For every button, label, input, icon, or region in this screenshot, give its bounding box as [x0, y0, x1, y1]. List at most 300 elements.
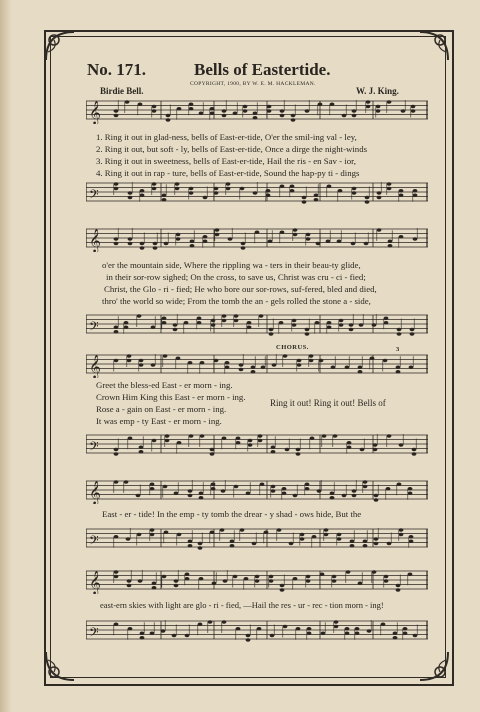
note-head [293, 233, 298, 236]
bass-staff [86, 432, 428, 458]
note-head [211, 483, 216, 486]
note-head [363, 540, 368, 543]
note-head [363, 480, 368, 483]
note-head [173, 328, 178, 331]
verse-lyric-line: thro' the world so wide; From the tomb the an - gels rolled the stone a - side, [102, 296, 371, 306]
note-head [151, 326, 156, 329]
note-head [139, 450, 144, 453]
note-head [355, 627, 360, 630]
note-head [291, 118, 296, 121]
note-head [114, 480, 119, 483]
note-head [387, 100, 392, 103]
note-head [285, 448, 290, 451]
note-head [246, 634, 251, 637]
note-head [152, 187, 157, 190]
note-head [124, 326, 129, 329]
note-head [255, 575, 260, 578]
note-head [164, 242, 169, 245]
note-head [314, 194, 319, 197]
note-head [124, 480, 129, 483]
note-head [266, 189, 271, 192]
note-head [345, 632, 350, 635]
note-head [234, 485, 239, 488]
note-head [258, 434, 263, 437]
note-head [352, 191, 357, 194]
note-head [365, 196, 370, 199]
note-head [352, 489, 357, 492]
note-head [222, 109, 227, 112]
note-head [373, 443, 378, 446]
note-head [127, 354, 132, 357]
note-head [255, 579, 260, 582]
note-head [127, 359, 132, 362]
note-head [251, 366, 256, 369]
note-head [271, 450, 276, 453]
note-head [384, 321, 389, 324]
note-head [349, 323, 354, 326]
treble-clef-icon: 𝄞 [89, 480, 101, 504]
note-head [189, 187, 194, 190]
note-head [233, 112, 238, 115]
note-head [396, 588, 401, 591]
note-head [413, 189, 418, 192]
note-head [349, 328, 354, 331]
note-head [334, 625, 339, 628]
bass-staff [86, 526, 428, 552]
note-head [408, 573, 413, 576]
note-head [280, 114, 285, 117]
note-head [271, 489, 276, 492]
note-head [271, 485, 276, 488]
note-head [319, 359, 324, 362]
note-head [330, 496, 335, 499]
note-head [324, 533, 329, 536]
note-head [358, 370, 363, 373]
note-head [152, 182, 157, 185]
note-head [413, 194, 418, 197]
note-head [257, 627, 262, 630]
note-head [312, 535, 317, 538]
note-head [128, 627, 133, 630]
note-head [248, 443, 253, 446]
note-head [189, 103, 194, 106]
note-head [215, 228, 220, 231]
treble-staff [86, 98, 428, 124]
note-head [280, 588, 285, 591]
verse-lyric-line: 1. Ring it out in glad-ness, bells of East-er-tide, O'er the smil-ing val - ley, [96, 132, 357, 142]
note-head [377, 228, 382, 231]
note-head [360, 448, 365, 451]
note-head [277, 528, 282, 531]
note-head [266, 194, 271, 197]
note-head [190, 244, 195, 247]
note-head [410, 328, 415, 331]
note-head [162, 194, 167, 197]
note-head [199, 492, 204, 495]
note-head [397, 328, 402, 331]
note-head [309, 359, 314, 362]
note-head [215, 233, 220, 236]
note-head [198, 546, 203, 549]
note-head [396, 370, 401, 373]
note-head [330, 492, 335, 495]
note-head [243, 109, 248, 112]
note-head [222, 620, 227, 623]
note-head [408, 487, 413, 490]
note-head [337, 533, 342, 536]
treble-clef-icon: 𝄞 [89, 228, 101, 252]
note-head [397, 483, 402, 486]
note-head [296, 627, 301, 630]
ornament-corner-icon [44, 30, 78, 64]
note-head [166, 114, 171, 117]
note-head [223, 579, 228, 582]
note-head [289, 542, 294, 545]
note-head [409, 535, 414, 538]
note-head [352, 109, 357, 112]
note-head [211, 319, 216, 322]
note-head [225, 361, 230, 364]
note-head [226, 187, 231, 190]
note-head [190, 240, 195, 243]
note-head [177, 107, 182, 110]
note-head [280, 584, 285, 587]
refrain-lyric-line: east-ern skies with light are glo - ri - fied, —Hail the res - ur - rec - tion morn - ing! [100, 600, 384, 610]
note-head [114, 359, 119, 362]
note-head [365, 200, 370, 203]
note-head [210, 112, 215, 115]
bass-clef-icon: 𝄢 [89, 439, 99, 457]
note-head [345, 366, 350, 369]
note-head [234, 314, 239, 317]
note-head [327, 185, 332, 188]
note-head [128, 242, 133, 245]
note-head [393, 636, 398, 639]
verse-lyric-line: in their sor-row sighed; On the cross, to save us, Christ was cru - ci - fied; [106, 272, 366, 282]
note-head [310, 437, 315, 440]
note-head [351, 242, 356, 245]
note-head [399, 528, 404, 531]
note-head [234, 319, 239, 322]
note-head [203, 240, 208, 243]
note-head [177, 533, 182, 536]
note-head [339, 319, 344, 322]
note-head [200, 361, 205, 364]
note-head [283, 354, 288, 357]
note-head [114, 535, 119, 538]
note-head [386, 487, 391, 490]
note-head [377, 196, 382, 199]
note-head [291, 114, 296, 117]
note-head [185, 573, 190, 576]
note-head [153, 246, 158, 249]
note-head [271, 446, 276, 449]
note-head [302, 200, 307, 203]
note-head [412, 452, 417, 455]
note-head [244, 577, 249, 580]
bass-clef-icon: 𝄢 [89, 319, 99, 337]
bass-clef-icon: 𝄢 [89, 533, 99, 551]
note-head [203, 196, 208, 199]
note-head [307, 627, 312, 630]
note-head [282, 492, 287, 495]
note-head [173, 323, 178, 326]
note-head [342, 114, 347, 117]
treble-clef-icon: 𝄞 [89, 100, 101, 124]
note-head [140, 189, 145, 192]
note-head [412, 448, 417, 451]
note-head [162, 321, 167, 324]
note-head [320, 573, 325, 576]
note-head [399, 533, 404, 536]
note-head [140, 636, 145, 639]
note-head [199, 496, 204, 499]
note-head [399, 443, 404, 446]
note-head [140, 194, 145, 197]
note-head [114, 182, 119, 185]
note-head [401, 109, 406, 112]
note-head [164, 531, 169, 534]
note-head [199, 577, 204, 580]
note-head [150, 528, 155, 531]
note-head [197, 321, 202, 324]
note-head [383, 359, 388, 362]
note-head [413, 237, 418, 240]
note-head [114, 326, 119, 329]
note-head [377, 191, 382, 194]
note-head [396, 366, 401, 369]
note-head [210, 531, 215, 534]
note-head [338, 189, 343, 192]
note-head [246, 492, 251, 495]
note-head [228, 237, 233, 240]
note-head [305, 109, 310, 112]
note-head [397, 332, 402, 335]
note-head [352, 114, 357, 117]
note-head [140, 246, 145, 249]
note-head [384, 575, 389, 578]
note-head [280, 231, 285, 234]
note-head [114, 330, 119, 333]
note-head [309, 354, 314, 357]
note-head [226, 182, 231, 185]
note-head [372, 570, 377, 573]
note-head [317, 489, 322, 492]
note-head [396, 584, 401, 587]
note-head [240, 528, 245, 531]
note-head [387, 182, 392, 185]
note-head [184, 321, 189, 324]
note-head [374, 494, 379, 497]
note-head [139, 446, 144, 449]
note-head [305, 328, 310, 331]
copyright-line: COPYRIGHT, 1900, BY W. E. M. HACKLEMAN. [190, 81, 316, 87]
bass-clef-icon: 𝄢 [89, 187, 99, 205]
note-head [176, 233, 181, 236]
note-head [152, 586, 157, 589]
note-head [220, 528, 225, 531]
note-head [267, 109, 272, 112]
note-head [137, 314, 142, 317]
note-head [384, 579, 389, 582]
note-head [236, 441, 241, 444]
note-head [306, 237, 311, 240]
note-head [297, 359, 302, 362]
note-head [236, 627, 241, 630]
note-head [292, 319, 297, 322]
note-head [333, 434, 338, 437]
note-head [337, 537, 342, 540]
note-head [139, 359, 144, 362]
note-head [366, 100, 371, 103]
note-head [114, 114, 119, 117]
note-head [293, 577, 298, 580]
note-head [128, 437, 133, 440]
note-head [367, 629, 372, 632]
note-head [300, 533, 305, 536]
note-head [189, 107, 194, 110]
note-head [306, 575, 311, 578]
note-head [321, 632, 326, 635]
note-head [210, 107, 215, 110]
note-head [399, 194, 404, 197]
note-head [384, 317, 389, 320]
note-head [222, 114, 227, 117]
note-head [166, 118, 171, 121]
note-head [138, 103, 143, 106]
note-head [300, 537, 305, 540]
note-head [136, 494, 141, 497]
note-head [138, 579, 143, 582]
note-head [381, 623, 386, 626]
note-head [358, 582, 363, 585]
note-head [114, 242, 119, 245]
note-head [128, 191, 133, 194]
page-spine-shadow [0, 0, 12, 712]
note-head [374, 537, 379, 540]
note-head [222, 314, 227, 317]
note-head [225, 366, 230, 369]
note-head [114, 448, 119, 451]
note-head [140, 632, 145, 635]
note-head [350, 540, 355, 543]
note-head [253, 191, 258, 194]
note-head [393, 632, 398, 635]
note-head [162, 198, 167, 201]
note-head [260, 483, 265, 486]
note-head [199, 112, 204, 115]
note-head [345, 627, 350, 630]
verse-lyric-line: 2. Ring it out, but soft - ly, bells of East-er-tide, Once a dirge the night-winds [96, 144, 368, 154]
note-head [172, 634, 177, 637]
note-head [137, 533, 142, 536]
note-head [114, 570, 119, 573]
note-head [267, 105, 272, 108]
note-head [253, 112, 258, 115]
note-head [230, 540, 235, 543]
note-head [411, 105, 416, 108]
chorus-lyric-line: Crown Him King this East - er morn - ing. [96, 392, 246, 402]
note-head [211, 323, 216, 326]
note-head [350, 544, 355, 547]
treble-staff [86, 226, 428, 252]
note-head [197, 317, 202, 320]
note-head [306, 579, 311, 582]
treble-staff [86, 352, 428, 378]
note-head [279, 321, 284, 324]
note-head [151, 363, 156, 366]
note-head [114, 187, 119, 190]
note-head [327, 321, 332, 324]
note-head [239, 363, 244, 366]
note-head [306, 233, 311, 236]
note-head [236, 437, 241, 440]
note-head [222, 437, 227, 440]
note-head [403, 627, 408, 630]
note-head [322, 434, 327, 437]
note-head [188, 489, 193, 492]
note-head [352, 494, 357, 497]
note-head [163, 485, 168, 488]
refrain-lyric-line: East - er - tide! In the emp - ty tomb the drear - y shad - ows hide, But the [102, 509, 362, 519]
note-head [292, 323, 297, 326]
note-head [269, 575, 274, 578]
note-head [210, 448, 215, 451]
note-head [221, 489, 226, 492]
composer-name: W. J. King. [356, 86, 399, 96]
note-head [114, 237, 119, 240]
note-head [305, 483, 310, 486]
note-head [283, 625, 288, 628]
note-head [210, 452, 215, 455]
hymn-title: Bells of Eastertide. [194, 60, 331, 79]
note-head [342, 494, 347, 497]
note-head [409, 540, 414, 543]
note-head [188, 544, 193, 547]
note-head [327, 326, 332, 329]
note-head [347, 446, 352, 449]
note-head [126, 537, 131, 540]
note-head [214, 191, 219, 194]
note-head [152, 439, 157, 442]
note-head [150, 533, 155, 536]
note-head [296, 452, 301, 455]
treble-clef-icon: 𝄞 [89, 570, 101, 594]
note-head [200, 434, 205, 437]
note-head [290, 185, 295, 188]
note-head [316, 242, 321, 245]
note-head [152, 582, 157, 585]
note-head [388, 244, 393, 247]
note-head [128, 196, 133, 199]
note-head [272, 363, 277, 366]
note-head [411, 109, 416, 112]
note-head [410, 332, 415, 335]
note-head [140, 242, 145, 245]
note-head [152, 105, 157, 108]
note-head [374, 542, 379, 545]
note-head [241, 246, 246, 249]
note-head [247, 321, 252, 324]
note-head [198, 542, 203, 545]
note-head [230, 544, 235, 547]
note-head [239, 368, 244, 371]
note-head [175, 182, 180, 185]
bass-staff [86, 312, 428, 338]
note-head [376, 109, 381, 112]
ornament-corner-icon [416, 648, 450, 682]
verse-lyric-line: o'er the mountain side, Where the rippling wa - ters in their beau-ty glide, [102, 260, 361, 270]
